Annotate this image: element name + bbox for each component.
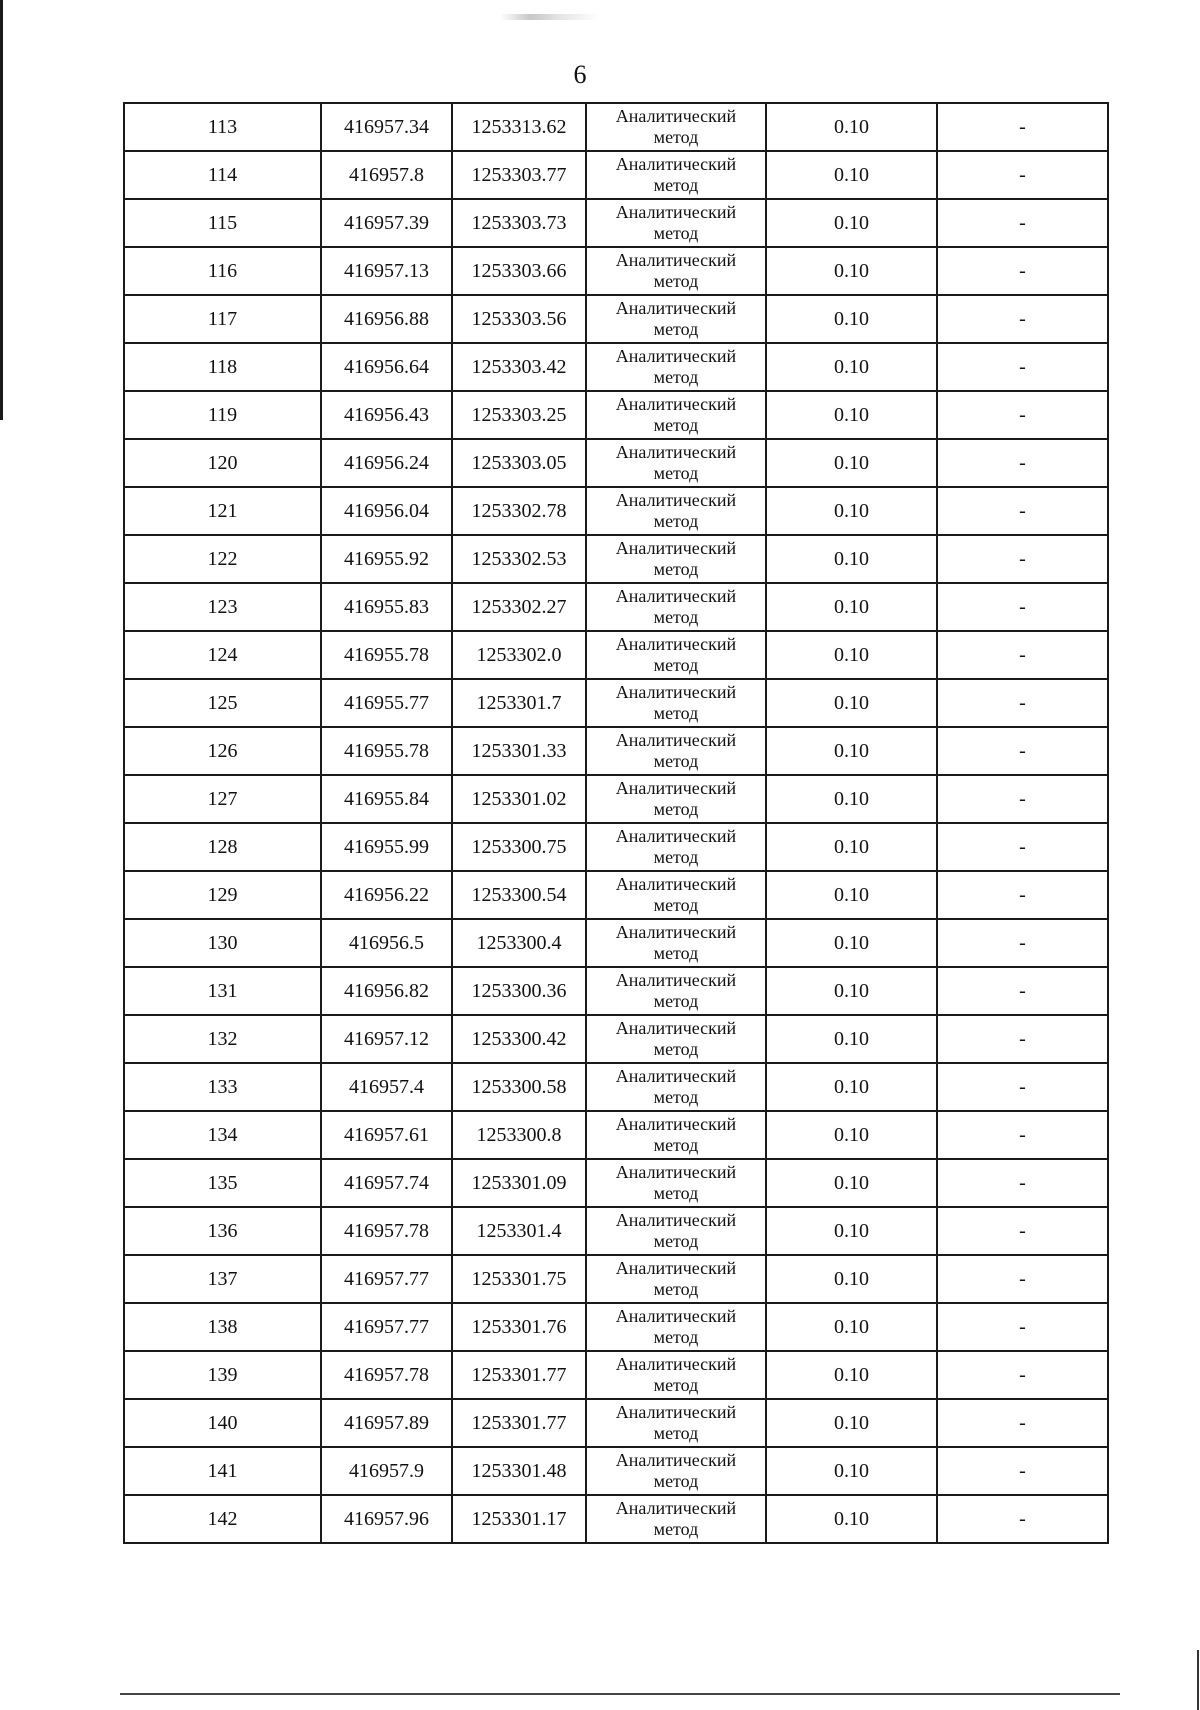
y-coordinate-cell: 1253303.05 xyxy=(452,439,586,487)
note-cell: - xyxy=(937,727,1108,775)
method-line-2: метод xyxy=(653,415,699,435)
method-line-1: Аналитический xyxy=(615,442,737,463)
note-cell: - xyxy=(937,1207,1108,1255)
point-number-cell: 131 xyxy=(124,967,321,1015)
table-row xyxy=(124,1351,1108,1399)
method-cell xyxy=(586,199,766,247)
method-line-2: метод xyxy=(653,1375,699,1395)
x-coordinate-cell: 416956.04 xyxy=(321,487,452,535)
table-row xyxy=(124,1063,1108,1111)
y-coordinate-cell: 1253302.0 xyxy=(452,631,586,679)
y-coordinate-cell: 1253303.42 xyxy=(452,343,586,391)
method-cell xyxy=(586,967,766,1015)
method-line-2: метод xyxy=(653,799,699,819)
page-number: 6 xyxy=(573,60,587,89)
note-cell: - xyxy=(937,487,1108,535)
accuracy-cell: 0.10 xyxy=(766,151,937,199)
method-line-2: метод xyxy=(653,991,699,1011)
point-number-cell: 115 xyxy=(124,199,321,247)
method-line-2: метод xyxy=(653,559,699,579)
method-line-2: метод xyxy=(653,1423,699,1443)
method-line-1: Аналитический xyxy=(615,250,737,271)
method-line-2: метод xyxy=(653,463,699,483)
method-line-2: метод xyxy=(653,703,699,723)
point-number-cell: 116 xyxy=(124,247,321,295)
accuracy-cell: 0.10 xyxy=(766,391,937,439)
note-cell: - xyxy=(937,1447,1108,1495)
method-cell xyxy=(586,1255,766,1303)
method-line-1: Аналитический xyxy=(615,1258,737,1279)
note-cell: - xyxy=(937,199,1108,247)
note-cell: - xyxy=(937,583,1108,631)
note-cell: - xyxy=(937,1111,1108,1159)
method-line-2: метод xyxy=(653,751,699,771)
point-number-cell: 133 xyxy=(124,1063,321,1111)
note-cell: - xyxy=(937,151,1108,199)
x-coordinate-cell: 416957.4 xyxy=(321,1063,452,1111)
x-coordinate-cell: 416956.82 xyxy=(321,967,452,1015)
y-coordinate-cell: 1253303.56 xyxy=(452,295,586,343)
y-coordinate-cell: 1253303.25 xyxy=(452,391,586,439)
method-cell xyxy=(586,775,766,823)
method-cell xyxy=(586,1111,766,1159)
y-coordinate-cell: 1253313.62 xyxy=(452,103,586,151)
method-cell xyxy=(586,1495,766,1543)
point-number-cell: 118 xyxy=(124,343,321,391)
point-number-cell: 139 xyxy=(124,1351,321,1399)
method-line-1: Аналитический xyxy=(615,202,737,223)
y-coordinate-cell: 1253301.4 xyxy=(452,1207,586,1255)
method-cell xyxy=(586,151,766,199)
table-row xyxy=(124,1207,1108,1255)
note-cell: - xyxy=(937,535,1108,583)
page-bottom-rule xyxy=(120,1693,1120,1695)
method-line-2: метод xyxy=(653,1183,699,1203)
point-number-cell: 137 xyxy=(124,1255,321,1303)
y-coordinate-cell: 1253303.73 xyxy=(452,199,586,247)
table-row xyxy=(124,679,1108,727)
table-row xyxy=(124,343,1108,391)
accuracy-cell: 0.10 xyxy=(766,631,937,679)
x-coordinate-cell: 416956.24 xyxy=(321,439,452,487)
x-coordinate-cell: 416957.78 xyxy=(321,1351,452,1399)
note-cell: - xyxy=(937,1351,1108,1399)
point-number-cell: 134 xyxy=(124,1111,321,1159)
method-cell xyxy=(586,103,766,151)
table-row xyxy=(124,871,1108,919)
method-line-1: Аналитический xyxy=(615,634,737,655)
y-coordinate-cell: 1253301.02 xyxy=(452,775,586,823)
note-cell: - xyxy=(937,1015,1108,1063)
method-cell xyxy=(586,1447,766,1495)
method-cell xyxy=(586,1159,766,1207)
x-coordinate-cell: 416955.92 xyxy=(321,535,452,583)
method-cell xyxy=(586,631,766,679)
method-cell xyxy=(586,1303,766,1351)
x-coordinate-cell: 416956.88 xyxy=(321,295,452,343)
method-line-1: Аналитический xyxy=(615,826,737,847)
method-line-1: Аналитический xyxy=(615,682,737,703)
point-number-cell: 141 xyxy=(124,1447,321,1495)
method-line-1: Аналитический xyxy=(615,1402,737,1423)
y-coordinate-cell: 1253300.42 xyxy=(452,1015,586,1063)
method-line-1: Аналитический xyxy=(615,1018,737,1039)
coordinates-table-body xyxy=(124,103,1108,1543)
method-line-2: метод xyxy=(653,1135,699,1155)
accuracy-cell: 0.10 xyxy=(766,1015,937,1063)
point-number-cell: 136 xyxy=(124,1207,321,1255)
note-cell: - xyxy=(937,103,1108,151)
accuracy-cell: 0.10 xyxy=(766,1351,937,1399)
method-line-1: Аналитический xyxy=(615,298,737,319)
method-cell xyxy=(586,247,766,295)
point-number-cell: 113 xyxy=(124,103,321,151)
method-line-2: метод xyxy=(653,1087,699,1107)
x-coordinate-cell: 416955.77 xyxy=(321,679,452,727)
y-coordinate-cell: 1253300.58 xyxy=(452,1063,586,1111)
x-coordinate-cell: 416957.9 xyxy=(321,1447,452,1495)
accuracy-cell: 0.10 xyxy=(766,919,937,967)
y-coordinate-cell: 1253301.77 xyxy=(452,1399,586,1447)
accuracy-cell: 0.10 xyxy=(766,871,937,919)
table-row xyxy=(124,727,1108,775)
table-row xyxy=(124,487,1108,535)
method-line-1: Аналитический xyxy=(615,1162,737,1183)
point-number-cell: 127 xyxy=(124,775,321,823)
method-line-1: Аналитический xyxy=(615,922,737,943)
y-coordinate-cell: 1253300.8 xyxy=(452,1111,586,1159)
scan-left-edge-line xyxy=(0,0,3,420)
note-cell: - xyxy=(937,919,1108,967)
method-line-1: Аналитический xyxy=(615,538,737,559)
method-line-2: метод xyxy=(653,319,699,339)
table-row xyxy=(124,583,1108,631)
accuracy-cell: 0.10 xyxy=(766,679,937,727)
table-row xyxy=(124,103,1108,151)
note-cell: - xyxy=(937,967,1108,1015)
table-row xyxy=(124,967,1108,1015)
scan-artifact-mark xyxy=(500,14,600,20)
x-coordinate-cell: 416955.78 xyxy=(321,631,452,679)
accuracy-cell: 0.10 xyxy=(766,727,937,775)
method-line-2: метод xyxy=(653,175,699,195)
x-coordinate-cell: 416957.77 xyxy=(321,1255,452,1303)
method-line-2: метод xyxy=(653,1327,699,1347)
y-coordinate-cell: 1253301.17 xyxy=(452,1495,586,1543)
method-cell xyxy=(586,1207,766,1255)
point-number-cell: 132 xyxy=(124,1015,321,1063)
method-cell xyxy=(586,295,766,343)
method-cell xyxy=(586,1399,766,1447)
accuracy-cell: 0.10 xyxy=(766,439,937,487)
x-coordinate-cell: 416957.34 xyxy=(321,103,452,151)
x-coordinate-cell: 416955.99 xyxy=(321,823,452,871)
y-coordinate-cell: 1253302.78 xyxy=(452,487,586,535)
x-coordinate-cell: 416957.39 xyxy=(321,199,452,247)
x-coordinate-cell: 416957.13 xyxy=(321,247,452,295)
y-coordinate-cell: 1253301.7 xyxy=(452,679,586,727)
method-line-1: Аналитический xyxy=(615,586,737,607)
method-cell xyxy=(586,679,766,727)
point-number-cell: 119 xyxy=(124,391,321,439)
accuracy-cell: 0.10 xyxy=(766,1303,937,1351)
note-cell: - xyxy=(937,1063,1108,1111)
accuracy-cell: 0.10 xyxy=(766,295,937,343)
method-line-1: Аналитический xyxy=(615,1210,737,1231)
table-row xyxy=(124,775,1108,823)
y-coordinate-cell: 1253301.48 xyxy=(452,1447,586,1495)
x-coordinate-cell: 416957.61 xyxy=(321,1111,452,1159)
table-row xyxy=(124,1399,1108,1447)
point-number-cell: 120 xyxy=(124,439,321,487)
accuracy-cell: 0.10 xyxy=(766,775,937,823)
table-row xyxy=(124,1255,1108,1303)
scan-right-edge-line xyxy=(1197,1650,1199,1710)
method-line-2: метод xyxy=(653,943,699,963)
table-row xyxy=(124,919,1108,967)
table-row xyxy=(124,199,1108,247)
x-coordinate-cell: 416955.84 xyxy=(321,775,452,823)
note-cell: - xyxy=(937,679,1108,727)
accuracy-cell: 0.10 xyxy=(766,1447,937,1495)
accuracy-cell: 0.10 xyxy=(766,1399,937,1447)
method-line-1: Аналитический xyxy=(615,1114,737,1135)
point-number-cell: 142 xyxy=(124,1495,321,1543)
accuracy-cell: 0.10 xyxy=(766,1063,937,1111)
method-cell xyxy=(586,583,766,631)
table-row xyxy=(124,1303,1108,1351)
method-cell xyxy=(586,439,766,487)
note-cell: - xyxy=(937,1399,1108,1447)
point-number-cell: 135 xyxy=(124,1159,321,1207)
accuracy-cell: 0.10 xyxy=(766,967,937,1015)
note-cell: - xyxy=(937,391,1108,439)
x-coordinate-cell: 416957.78 xyxy=(321,1207,452,1255)
table-row xyxy=(124,391,1108,439)
coordinates-table xyxy=(123,102,1109,1544)
y-coordinate-cell: 1253300.4 xyxy=(452,919,586,967)
method-line-2: метод xyxy=(653,223,699,243)
y-coordinate-cell: 1253301.77 xyxy=(452,1351,586,1399)
point-number-cell: 125 xyxy=(124,679,321,727)
method-line-2: метод xyxy=(653,1519,699,1539)
method-line-2: метод xyxy=(653,1231,699,1251)
note-cell: - xyxy=(937,823,1108,871)
method-cell xyxy=(586,1063,766,1111)
accuracy-cell: 0.10 xyxy=(766,1207,937,1255)
x-coordinate-cell: 416956.5 xyxy=(321,919,452,967)
method-line-1: Аналитический xyxy=(615,1066,737,1087)
accuracy-cell: 0.10 xyxy=(766,103,937,151)
method-line-1: Аналитический xyxy=(615,970,737,991)
method-cell xyxy=(586,487,766,535)
method-cell xyxy=(586,343,766,391)
point-number-cell: 117 xyxy=(124,295,321,343)
method-line-1: Аналитический xyxy=(615,394,737,415)
point-number-cell: 122 xyxy=(124,535,321,583)
method-cell xyxy=(586,727,766,775)
method-line-1: Аналитический xyxy=(615,106,737,127)
method-line-1: Аналитический xyxy=(615,154,737,175)
method-line-2: метод xyxy=(653,367,699,387)
method-line-1: Аналитический xyxy=(615,1306,737,1327)
y-coordinate-cell: 1253300.75 xyxy=(452,823,586,871)
method-line-1: Аналитический xyxy=(615,346,737,367)
method-cell xyxy=(586,391,766,439)
point-number-cell: 138 xyxy=(124,1303,321,1351)
method-line-2: метод xyxy=(653,271,699,291)
note-cell: - xyxy=(937,343,1108,391)
accuracy-cell: 0.10 xyxy=(766,1111,937,1159)
method-cell xyxy=(586,871,766,919)
accuracy-cell: 0.10 xyxy=(766,487,937,535)
method-line-1: Аналитический xyxy=(615,1450,737,1471)
x-coordinate-cell: 416957.77 xyxy=(321,1303,452,1351)
x-coordinate-cell: 416956.22 xyxy=(321,871,452,919)
method-cell xyxy=(586,919,766,967)
point-number-cell: 140 xyxy=(124,1399,321,1447)
point-number-cell: 129 xyxy=(124,871,321,919)
method-cell xyxy=(586,1351,766,1399)
accuracy-cell: 0.10 xyxy=(766,247,937,295)
accuracy-cell: 0.10 xyxy=(766,199,937,247)
note-cell: - xyxy=(937,871,1108,919)
table-row xyxy=(124,631,1108,679)
method-line-2: метод xyxy=(653,655,699,675)
y-coordinate-cell: 1253300.54 xyxy=(452,871,586,919)
x-coordinate-cell: 416957.12 xyxy=(321,1015,452,1063)
table-row xyxy=(124,535,1108,583)
accuracy-cell: 0.10 xyxy=(766,823,937,871)
point-number-cell: 130 xyxy=(124,919,321,967)
method-line-2: метод xyxy=(653,607,699,627)
x-coordinate-cell: 416956.43 xyxy=(321,391,452,439)
table-row xyxy=(124,1111,1108,1159)
point-number-cell: 121 xyxy=(124,487,321,535)
accuracy-cell: 0.10 xyxy=(766,1159,937,1207)
note-cell: - xyxy=(937,295,1108,343)
method-line-1: Аналитический xyxy=(615,490,737,511)
method-line-1: Аналитический xyxy=(615,778,737,799)
point-number-cell: 126 xyxy=(124,727,321,775)
method-line-2: метод xyxy=(653,511,699,531)
y-coordinate-cell: 1253301.09 xyxy=(452,1159,586,1207)
note-cell: - xyxy=(937,1255,1108,1303)
y-coordinate-cell: 1253303.66 xyxy=(452,247,586,295)
y-coordinate-cell: 1253300.36 xyxy=(452,967,586,1015)
method-line-2: метод xyxy=(653,1279,699,1299)
y-coordinate-cell: 1253302.27 xyxy=(452,583,586,631)
method-cell xyxy=(586,535,766,583)
table-row xyxy=(124,823,1108,871)
table-row xyxy=(124,247,1108,295)
y-coordinate-cell: 1253301.75 xyxy=(452,1255,586,1303)
x-coordinate-cell: 416955.83 xyxy=(321,583,452,631)
x-coordinate-cell: 416957.8 xyxy=(321,151,452,199)
x-coordinate-cell: 416956.64 xyxy=(321,343,452,391)
y-coordinate-cell: 1253301.76 xyxy=(452,1303,586,1351)
point-number-cell: 124 xyxy=(124,631,321,679)
method-line-2: метод xyxy=(653,1471,699,1491)
point-number-cell: 128 xyxy=(124,823,321,871)
accuracy-cell: 0.10 xyxy=(766,1495,937,1543)
method-cell xyxy=(586,823,766,871)
note-cell: - xyxy=(937,775,1108,823)
x-coordinate-cell: 416955.78 xyxy=(321,727,452,775)
method-line-2: метод xyxy=(653,895,699,915)
table-row xyxy=(124,1495,1108,1543)
method-cell xyxy=(586,1015,766,1063)
y-coordinate-cell: 1253303.77 xyxy=(452,151,586,199)
method-line-1: Аналитический xyxy=(615,1498,737,1519)
table-row xyxy=(124,295,1108,343)
note-cell: - xyxy=(937,1303,1108,1351)
accuracy-cell: 0.10 xyxy=(766,1255,937,1303)
note-cell: - xyxy=(937,631,1108,679)
method-line-2: метод xyxy=(653,127,699,147)
method-line-1: Аналитический xyxy=(615,730,737,751)
y-coordinate-cell: 1253302.53 xyxy=(452,535,586,583)
method-line-2: метод xyxy=(653,847,699,867)
method-line-1: Аналитический xyxy=(615,874,737,895)
x-coordinate-cell: 416957.96 xyxy=(321,1495,452,1543)
accuracy-cell: 0.10 xyxy=(766,583,937,631)
table-row xyxy=(124,1015,1108,1063)
point-number-cell: 114 xyxy=(124,151,321,199)
table-row xyxy=(124,151,1108,199)
table-row xyxy=(124,1159,1108,1207)
table-row xyxy=(124,439,1108,487)
accuracy-cell: 0.10 xyxy=(766,535,937,583)
note-cell: - xyxy=(937,247,1108,295)
table-row xyxy=(124,1447,1108,1495)
method-line-1: Аналитический xyxy=(615,1354,737,1375)
x-coordinate-cell: 416957.89 xyxy=(321,1399,452,1447)
note-cell: - xyxy=(937,439,1108,487)
method-line-2: метод xyxy=(653,1039,699,1059)
note-cell: - xyxy=(937,1159,1108,1207)
accuracy-cell: 0.10 xyxy=(766,343,937,391)
point-number-cell: 123 xyxy=(124,583,321,631)
note-cell: - xyxy=(937,1495,1108,1543)
y-coordinate-cell: 1253301.33 xyxy=(452,727,586,775)
x-coordinate-cell: 416957.74 xyxy=(321,1159,452,1207)
